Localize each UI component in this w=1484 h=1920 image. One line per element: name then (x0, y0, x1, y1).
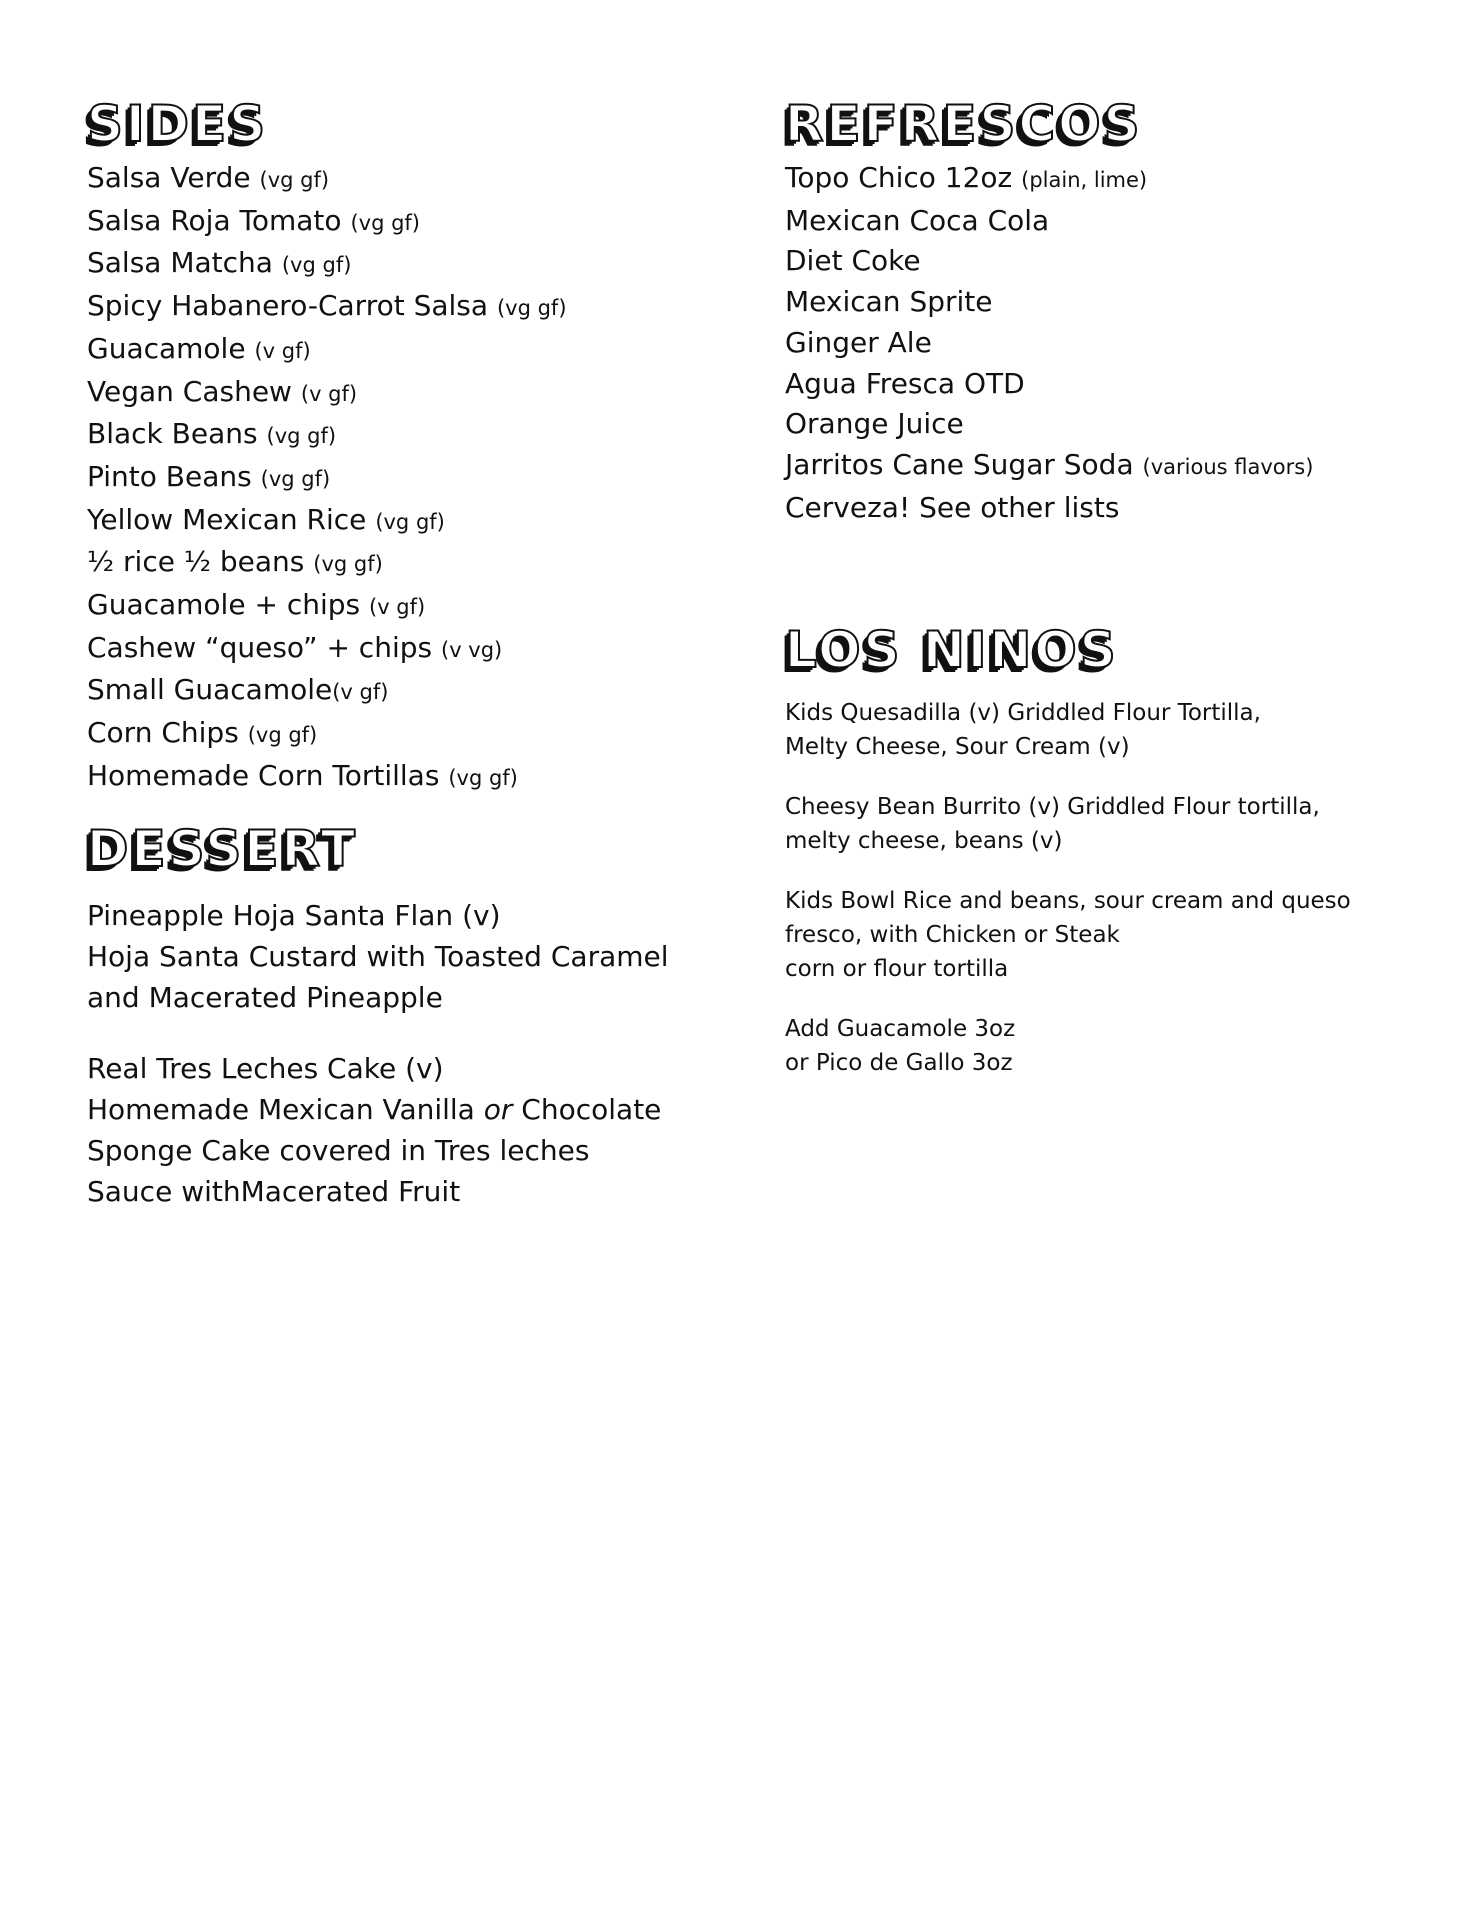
list-item (785, 404, 1435, 445)
item-note: (plain, lime) (1021, 168, 1148, 192)
kids-item-text: corn or flour tortilla (785, 956, 1009, 983)
list-item (87, 542, 727, 585)
list-item (87, 713, 727, 756)
item-name: Salsa Matcha (87, 246, 273, 280)
item-name: ½ rice ½ beans (87, 545, 305, 579)
kids-item-text: (v) Griddled Flour tortilla, (1021, 794, 1320, 821)
list-item (785, 488, 1435, 529)
item-note: (vg gf) (313, 552, 383, 577)
item-name: Salsa Roja Tomato (87, 203, 342, 237)
dessert-tag: (v) (405, 1051, 444, 1085)
item-note: (vg gf) (260, 466, 331, 491)
list-item (87, 628, 727, 671)
item-note: (vg gf) (266, 424, 337, 449)
item-note: (vg gf) (375, 509, 445, 534)
dessert-text: Homemade Mexican Vanilla (87, 1092, 484, 1126)
kids-item (785, 884, 1435, 986)
kids-item-text: fresco, with Chicken or Steak (785, 922, 1120, 949)
item-name: Cashew “queso” + chips (87, 630, 433, 664)
list-item (87, 457, 727, 500)
list-item (87, 414, 727, 457)
item-note: (v gf) (254, 338, 311, 363)
list-item (87, 500, 727, 543)
kids-item (785, 790, 1435, 858)
dessert-item (87, 1048, 727, 1212)
kids-item-name: Kids Quesadilla (785, 700, 962, 727)
sides-section (87, 96, 727, 799)
dessert-description: Sponge Cake covered in Tres leches (87, 1133, 590, 1167)
list-item (87, 756, 727, 799)
item-note: (vg gf) (247, 723, 318, 748)
kids-addon (785, 1012, 1435, 1080)
list-item (785, 364, 1435, 405)
dessert-description: Hoja Santa Custard with Toasted Caramel (87, 939, 669, 973)
dessert-name: Real Tres Leches Cake (87, 1051, 397, 1085)
item-note: (v gf) (369, 595, 426, 620)
list-item (87, 201, 727, 244)
item-note: OTD (963, 366, 1025, 400)
dessert-item (87, 895, 727, 1018)
left-column (87, 96, 727, 1242)
list-item (785, 158, 1435, 201)
item-name: Pinto Beans (87, 459, 252, 493)
ninos-heading: LOS NINOS (785, 621, 1119, 680)
kids-item-text: Melty Cheese, Sour Cream (v) (785, 734, 1130, 761)
sides-list (87, 158, 727, 799)
kids-item-text: Rice and beans, sour cream and queso (895, 888, 1351, 915)
item-name: Guacamole (87, 331, 246, 365)
right-column (785, 96, 1435, 1106)
item-name: Small Guacamole (87, 673, 333, 707)
item-name: Mexican Coca Cola (785, 203, 1050, 237)
item-name: Ginger Ale (785, 325, 932, 359)
item-note: (various flavors) (1142, 454, 1314, 479)
kids-addon-text: Add Guacamole 3oz (785, 1016, 1016, 1043)
refrescos-section (785, 96, 1435, 528)
item-name: Spicy Habanero-Carrot Salsa (87, 289, 489, 323)
item-name: Diet Coke (785, 244, 921, 278)
item-name: Vegan Cashew (87, 374, 292, 408)
refrescos-heading: REFRESCOS (785, 95, 1143, 153)
dessert-heading: DESSERT (87, 819, 358, 878)
dessert-description (87, 1089, 727, 1130)
ninos-section (785, 622, 1435, 1080)
kids-item-name: Cheesy Bean Burrito (785, 794, 1022, 821)
dessert-text: Chocolate (512, 1092, 662, 1126)
list-item (785, 241, 1435, 282)
item-name: Agua Fresca (785, 366, 956, 400)
item-note: (v gf) (332, 680, 389, 705)
item-note: (v vg) (441, 637, 503, 662)
item-name: Orange Juice (785, 407, 964, 441)
item-name: Mexican Sprite (785, 285, 993, 319)
refrescos-list (785, 158, 1435, 528)
item-name: Cerveza! See other lists (785, 490, 1120, 524)
list-item (785, 445, 1435, 488)
item-note: (vg gf) (350, 210, 420, 235)
dessert-description: and Macerated Pineapple (87, 980, 443, 1014)
item-note: (vg gf) (259, 168, 330, 192)
item-note: (vg gf) (448, 765, 518, 790)
item-name: Salsa Verde (87, 161, 251, 194)
kids-item-text: melty cheese, beans (v) (785, 828, 1063, 855)
item-name: Guacamole + chips (87, 588, 361, 622)
dessert-section (87, 821, 727, 1212)
item-name: Corn Chips (87, 716, 239, 750)
item-note: (vg gf) (281, 253, 352, 278)
kids-item (785, 696, 1435, 764)
list-item (87, 670, 727, 713)
list-item (87, 372, 727, 415)
dessert-description: Sauce withMacerated Fruit (87, 1174, 461, 1208)
item-name: Homemade Corn Tortillas (87, 758, 440, 792)
list-item (785, 201, 1435, 242)
list-item (87, 329, 727, 372)
dessert-tag: (v) (462, 898, 501, 932)
item-name: Jarritos Cane Sugar Soda (785, 447, 1134, 481)
list-item (87, 585, 727, 628)
item-note: (vg gf) (496, 296, 567, 321)
item-name: Black Beans (87, 417, 258, 451)
kids-addon-text: or Pico de Gallo 3oz (785, 1050, 1013, 1077)
item-name: Topo Chico 12oz (785, 161, 1013, 194)
dessert-text-italic: or (483, 1092, 513, 1126)
list-item (87, 286, 727, 329)
list-item (87, 158, 727, 201)
list-item (87, 243, 727, 286)
kids-item-name: Kids Bowl (785, 888, 896, 915)
list-item (785, 282, 1435, 323)
sides-heading: SIDES (87, 95, 269, 153)
dessert-name: Pineapple Hoja Santa Flan (87, 898, 454, 932)
kids-item-text: (v) Griddled Flour Tortilla, (961, 700, 1261, 727)
list-item (785, 323, 1435, 364)
item-note: (v gf) (300, 381, 358, 406)
item-name: Yellow Mexican Rice (87, 502, 367, 536)
